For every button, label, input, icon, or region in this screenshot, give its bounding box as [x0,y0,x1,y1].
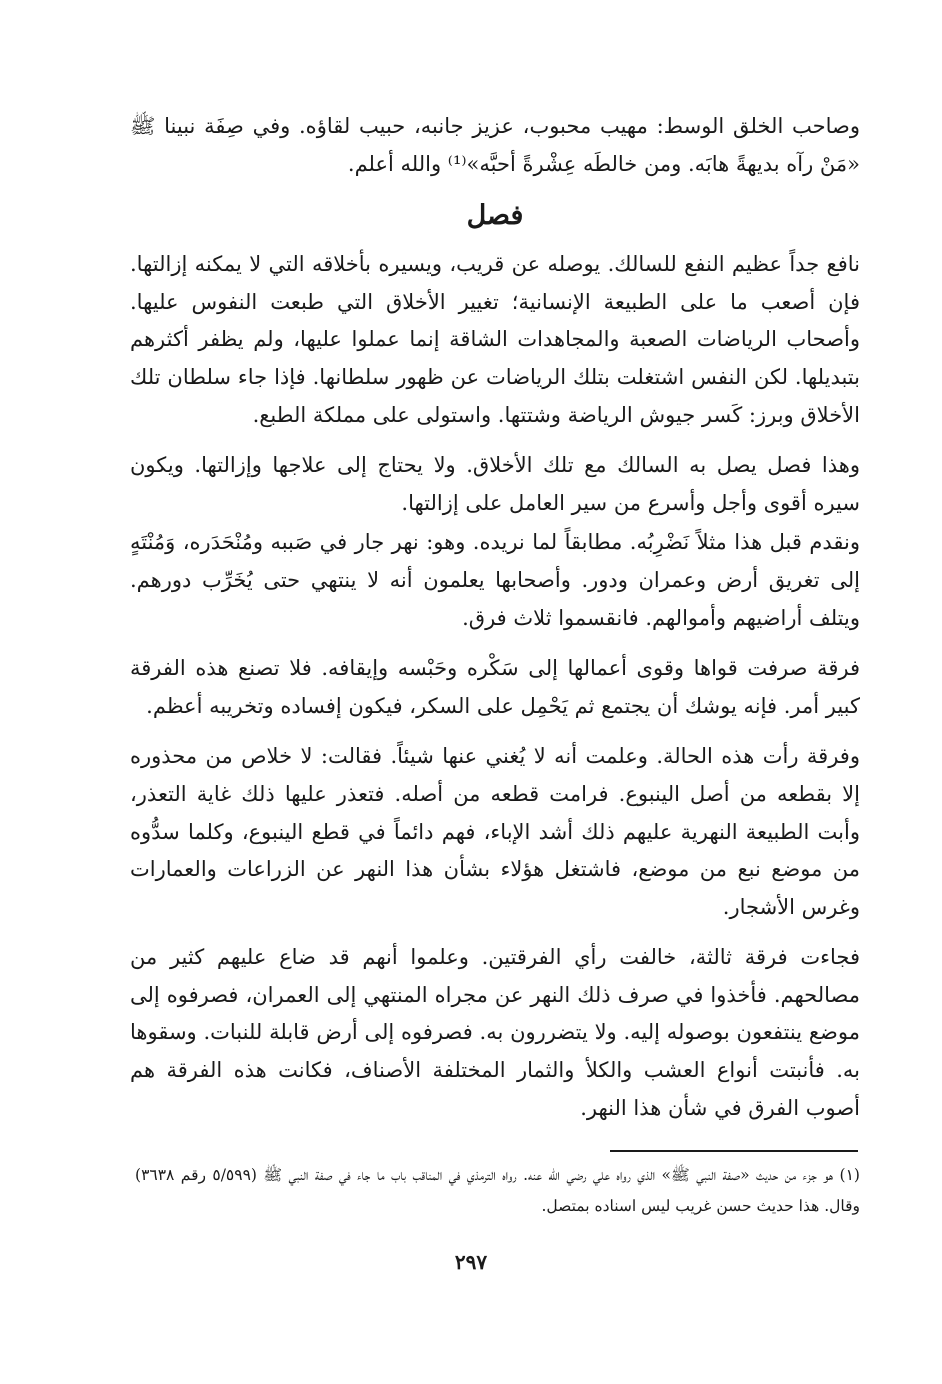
paragraph-3: ونقدم قبل هذا مثلاً نَضْرِبُه. مطابقاً لما نريده. وهو: نهر جار في صَببه ومُنْحَدَره، وَمُنْتَهٍ إلى تغريق أرض وعمران ودور. وأصحابها يعلمون أنه لا ينتهي حتى يُخَرِّب دورهم. ويتلف أراضيهم وأموالهم. فانقسموا ثلاث فرق. [130,530,860,630]
page-body [130,108,860,1140]
section-heading: فصل [466,200,524,232]
page-number: ٢٩٧ [454,1250,488,1274]
footnote: (١) هو جزء من حديث «صفة النبي ﷺ» الذي رواه علي رضي الله عنه. رواه الترمذي في المناقب باب ما جاء في صفة النبي ﷺ (٥/٥٩٩ رقم ٣٦٣٨) وقال. هذا حديث حسن غريب ليس اسناده بمتصل. [135,1166,860,1215]
paragraph-5: وفرقة رأت هذه الحالة. وعلمت أنه لا يُغني عنها شيئاً. فقالت: لا خلاص من محذوره إلا بقطعه من أصل الينبوع. فرامت قطعه من أصله. فتعذر عليها ذلك غاية التعذر، وأبت الطبيعة النهرية عليهم ذلك أشد الإباء، فهم دائماً في قطع الينبوع، وكلما سدُّوه من موضع نبع من موضع، فاشتغل هؤلاء بشأن هذا النهر عن الزراعات والعمارات وغرس الأشجار. [130,744,860,919]
footnote-divider [610,1150,858,1152]
paragraph-2: وهذا فصل يصل به السالك مع تلك الأخلاق. ولا يحتاج إلى علاجها وإزالتها. ويكون سيره أقوى وأجل وأسرع من سير العامل على إزالتها. [130,453,860,515]
paragraph-1: نافع جداً عظيم النفع للسالك. يوصله عن قريب، ويسيره بأخلاقه التي لا يمكنه إزالتها. فإن أصعب ما على الطبيعة الإنسانية؛ تغيير الأخلاق التي طبعت النفوس عليها. وأصحاب الرياضات الصعبة والمجاهدات الشاقة إنما عملوا عليها، ولم يظفر أكثرهم بتبديلها. لكن النفس اشتغلت بتلك الرياضات عن ظهور سلطانها. فإذا جاء سلطان تلك الأخلاق وبرز: كَسر جيوش الرياضة وشتتها. واستولى على مملكة الطبع. [130,252,860,427]
paragraph-6: فجاءت فرقة ثالثة، خالفت رأي الفرقتين. وعلموا أنهم قد ضاع عليهم كثير من مصالحهم. فأخذوا في صرف ذلك النهر عن مجراه المنتهي إلى العمران، فصرفوه إلى موضع ينتفعون بوصوله إليه. ولا يتضررون به. فصرفوه إلى أرض قابلة للنبات. وسقوها به. فأنبتت أنواع العشب والكلأ والثمار المختلفة الأصناف، فكانت هذه الفرقة هم أصوب الفرق في شأن هذا النهر. [130,945,860,1120]
paragraph-4: فرقة صرفت قواها وقوى أعمالها إلى سَكْره وحَبْسه وإيقافه. فلا تصنع هذه الفرقة كبير أمر. فإنه يوشك أن يجتمع ثم يَحْمِل على السكر، فيكون إفساده وتخريبه أعظم. [130,656,860,718]
intro-paragraph: وصاحب الخلق الوسط: مهيب محبوب، عزيز جانبه، حبيب لقاؤه. وفي صِفَة نبينا ﷺ «مَنْ رآه بديهةً هابَه. ومن خالطَه عِشْرةً أحبَّه»⁽¹⁾ والله أعلم. [130,114,860,176]
